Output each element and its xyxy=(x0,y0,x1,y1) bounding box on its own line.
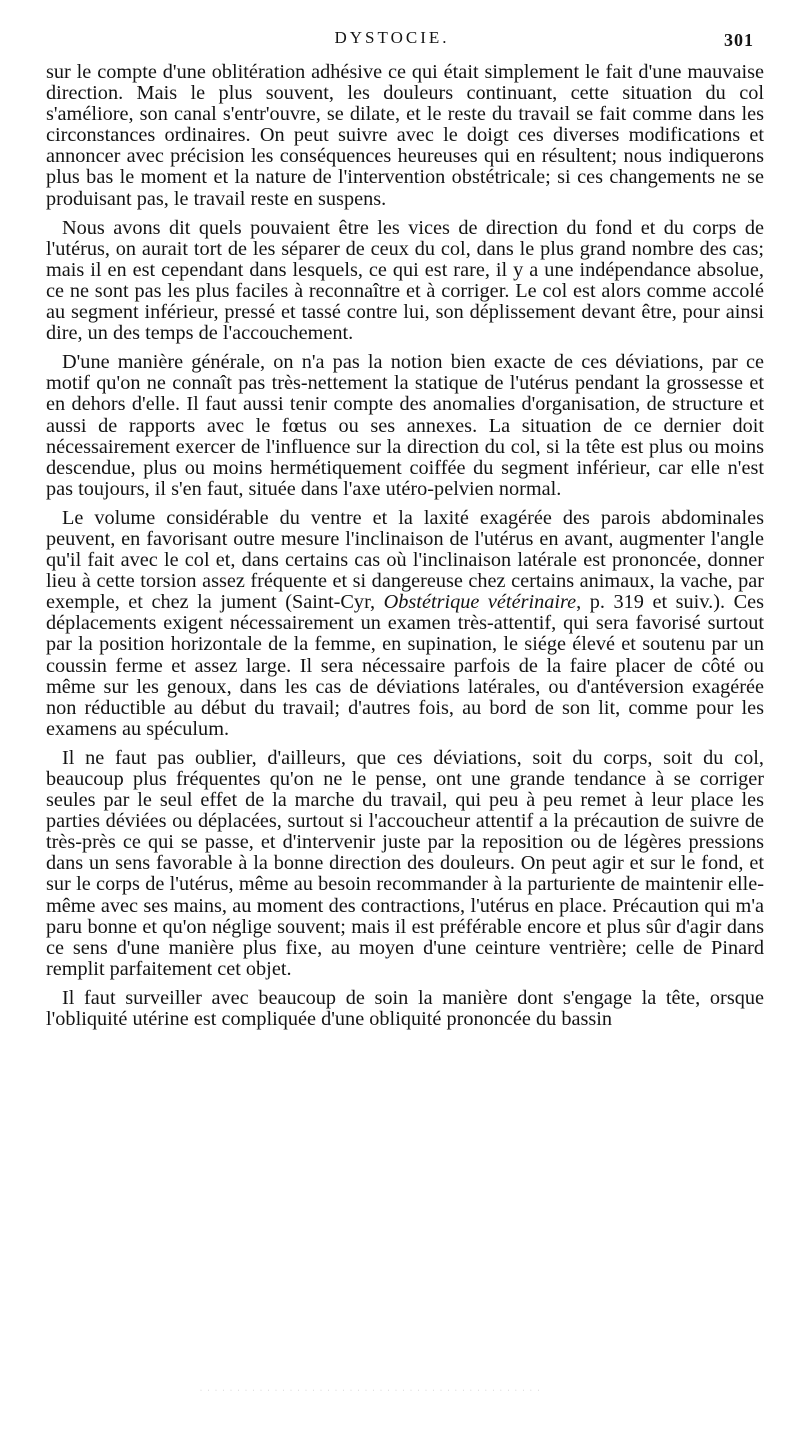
paragraph xyxy=(46,988,764,1030)
running-header xyxy=(30,28,754,52)
paragraph-text: Le volume considérable du ventre et la laxité exagérée des parois abdominales peuvent, en favorisant outre mesure l'inclinaison de l'utérus en avant, augmenter l'angle qu'il fait avec le col et, dans certains cas où l'inclinaison latérale est prononcée, donner lieu à cette torsion assez fréquente et si dangereuse chez certains animaux, la vache, par exemple, et chez la jument (Saint-Cyr, xyxy=(46,506,764,614)
paragraph xyxy=(46,218,764,345)
paragraph xyxy=(46,748,764,980)
paragraph xyxy=(46,352,764,500)
paragraph-text: Il ne faut pas oublier, d'ailleurs, que ces déviations, soit du corps, soit du col, beaucoup plus fréquentes qu'on ne le pense, ont une grande tendance à se corriger seules par le seul effet de la marche du travail, qui peu à peu remet à leur place les parties déviées ou déplacées, surtout si l'accoucheur attentif a la précaution de suivre de très-près ce qui se passe, et d'intervenir juste par la reposition ou de légères pressions dans un sens favorable à la bonne direction des douleurs. On peut agir et sur le fond, et sur le corps de l'utérus, même au besoin recommander à la parturiente de maintenir elle-même avec ses mains, au moment des contractions, l'utérus en place. Précaution qui m'a paru bonne et qu'on néglige souvent; mais il est préférable encore et plus sûr d'agir dans ce sens d'une manière plus fixe, au moyen d'une ceinture ventrière; celle de Pinard remplit parfaitement cet objet. xyxy=(46,746,764,980)
bleed-through-artifact: · · · · · · · · · · · · · · · · · · · · · · · · · · · · · · · · · · · · · · · · · · · · · · xyxy=(200,1389,542,1394)
paragraph-text: , p. 319 et suiv.). Ces déplacements exigent nécessairement un examen très-attentif, qui sera favorisé surtout par la position horizontale de la femme, en supination, le siége élevé et soutenu par un coussin ferme et assez large. Il sera nécessaire parfois de la faire placer de côté ou même sur les genoux, dans les cas de déviations latérales, ou d'antéversion exagérée non réductible au début du travail; d'autres fois, au bord de son lit, comme pour les examens au spéculum. xyxy=(46,591,764,740)
paragraph-text: sur le compte d'une oblitération adhésive ce qui était simplement le fait d'une mauvaise direction. Mais le plus souvent, les douleurs continuant, cette situation du col s'améliore, son canal s'entr'ouvre, se dilate, et le reste du travail se fait comme dans les circonstances ordinaires. On peut suivre avec le doigt ces diverses modifications et annoncer avec précision les conséquences heureuses qui en résultent; nous indiquerons plus bas le moment et la nature de l'intervention obstétricale; si ces changements ne se produisant pas, le travail reste en suspens. xyxy=(46,61,764,210)
paragraph-text: Il faut surveiller avec beaucoup de soin la manière dont s'engage la tête, orsque l'obliquité utérine est compliquée d'une obliquité prononcée du bassin xyxy=(46,986,764,1031)
italic-citation: Obstétrique vétérinaire xyxy=(383,591,577,614)
page-number: 301 xyxy=(724,30,754,50)
paragraph xyxy=(46,508,764,740)
paragraph-text: D'une manière générale, on n'a pas la notion bien exacte de ces déviations, par ce motif qu'on ne connaît pas très-nettement la statique de l'utérus pendant la grossesse et en dehors d'elle. Il faut aussi tenir compte des anomalies d'organisation, de structure et aussi de rapports avec le fœtus ou ses annexes. La situation de ce dernier doit nécessairement exercer de l'influence sur la direction du col, si la tête est plus ou moins descendue, plus ou moins hermétiquement coiffée du segment inférieur, car elle n'est pas toujours, il s'en faut, située dans l'axe utéro-pelvien normal. xyxy=(46,351,764,500)
paragraph xyxy=(46,62,764,210)
paragraph-text: Nous avons dit quels pouvaient être les vices de direction du fond et du corps de l'utérus, on aurait tort de les séparer de ceux du col, dans le plus grand nombre des cas; mais il en est cependant dans lesquels, ce qui est rare, il y a une indépendance absolue, ce ne sont pas les plus faciles à reconnaître et à corriger. Le col est alors comme accolé au segment inférieur, pressé et tassé contre lui, son déplissement devant être, pour ainsi dire, un des temps de l'accouchement. xyxy=(46,216,764,345)
body-text xyxy=(46,62,764,1038)
running-title: DYSTOCIE. xyxy=(334,28,450,47)
